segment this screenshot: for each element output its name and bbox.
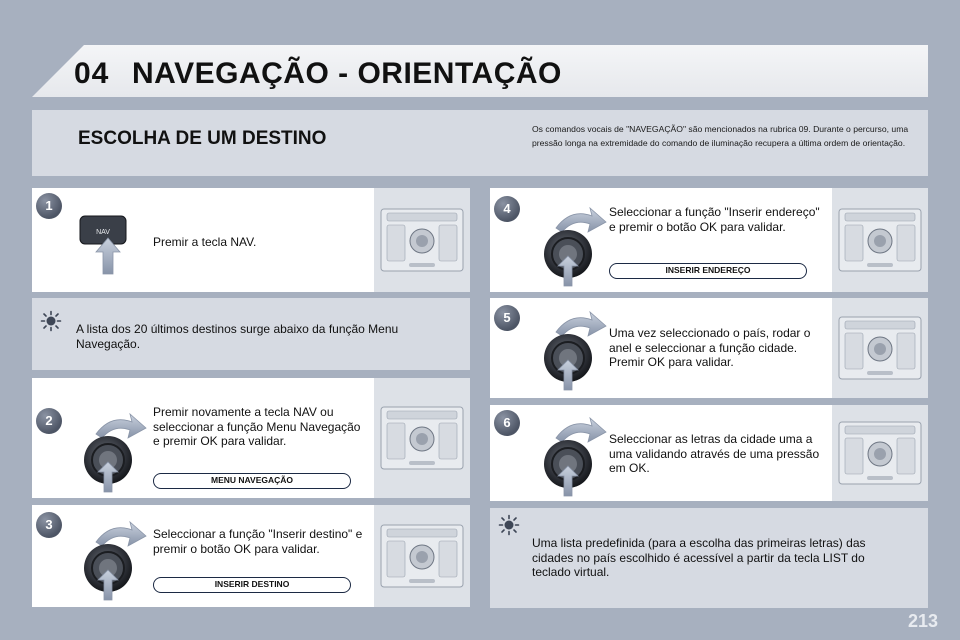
nav-key-label: NAV [96,229,110,236]
radio-thumbnail [832,298,928,398]
chapter-number: 04 [74,57,110,90]
page-number: 213 [907,611,938,631]
radio-thumbnail [832,188,928,292]
radio-unit-icon [837,418,923,488]
step-4-text: Seleccionar a função "Inserir endereço" e premir o botão OK para validar. [609,205,820,234]
lightbulb-icon [498,514,520,536]
step-3-text: Seleccionar a função "Inserir destino" e premir o botão OK para validar. [153,527,363,556]
rotary-knob-icon [526,198,616,288]
info-text-1: A lista dos 20 últimos destinos surge abaixo da função Menu Navegação. [76,322,399,351]
radio-unit-icon [379,205,465,275]
step-2-text: Premir novamente a tecla NAV ou seleccionar a função Menu Navegação e premir OK para validar. [153,405,361,448]
step-5-number: 5 [494,305,520,331]
lightbulb-icon [40,310,62,332]
section-title: ESCOLHA DE UM DESTINO [78,128,327,149]
section-note: Os comandos vocais de "NAVEGAÇÃO" são mencionados na rubrica 09. Durante o percurso, uma pressão longa na extremidade do comando de iluminação recupera a última ordem de orientação. [532,124,909,148]
step-2-number: 2 [36,408,62,434]
inserir-destino-pill: INSERIR DESTINO [153,577,351,593]
radio-thumbnail [374,505,470,607]
radio-thumbnail [374,188,470,292]
radio-thumbnail [832,405,928,501]
step-4-number: 4 [494,196,520,222]
step-6-text: Seleccionar as letras da cidade uma a uma validando através de uma pressão em OK. [609,432,820,475]
step-6-number: 6 [494,410,520,436]
radio-unit-icon [379,521,465,591]
info-text-2: Uma lista predefinida (para a escolha das primeiras letras) das cidades no país escolhido é acessível a partir da tecla LIST do teclado virtual. [532,536,866,579]
rotary-knob-icon [66,512,156,602]
rotary-knob-icon [526,302,616,392]
step-1-number: 1 [36,193,62,219]
radio-unit-icon [837,205,923,275]
rotary-knob-icon [66,404,156,494]
inserir-endereco-pill: INSERIR ENDEREÇO [609,263,807,279]
menu-navegacao-pill: MENU NAVEGAÇÃO [153,473,351,489]
step-1-text: Premir a tecla NAV. [153,235,257,249]
step-3-number: 3 [36,512,62,538]
rotary-knob-icon [526,408,616,498]
radio-unit-icon [837,313,923,383]
chapter-title: NAVEGAÇÃO - ORIENTAÇÃO [132,57,562,90]
radio-unit-icon [379,403,465,473]
step-5-text: Uma vez seleccionado o país, rodar o anel e seleccionar a função cidade. Premir OK para validar. [609,326,811,369]
nav-key-icon [78,212,138,277]
radio-thumbnail [374,378,470,498]
